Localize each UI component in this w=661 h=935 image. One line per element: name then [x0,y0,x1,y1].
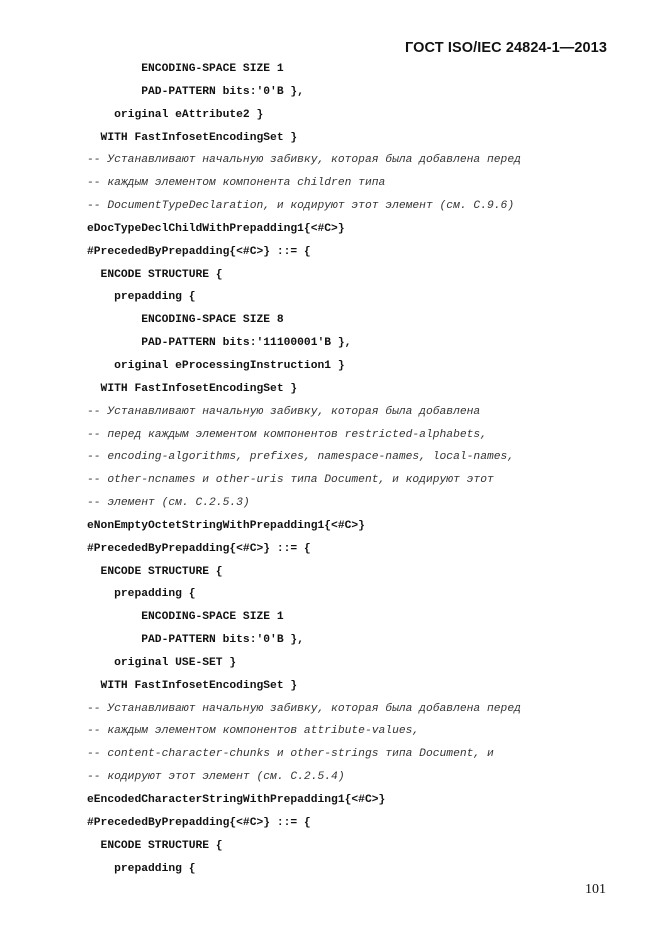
code-comment-line: -- Устанавливают начальную забивку, которая была добавлена перед [87,702,521,715]
code-line: prepadding { [87,291,196,304]
code-line: original eAttribute2 } [87,108,264,121]
code-line: PAD-PATTERN bits:'0'B }, [87,85,304,98]
code-line: eEncodedCharacterStringWithPrepadding1{<#C>} [87,794,386,806]
code-comment-line: -- каждым элементом компонентов attribute-values, [87,725,420,738]
code-comment-line: -- Устанавливают начальную забивку, которая была добавлена [87,405,481,418]
code-line: PAD-PATTERN bits:'0'B }, [87,634,304,647]
code-line: ENCODE STRUCTURE { [87,839,223,852]
code-line: #PrecededByPrepadding{<#C>} ::= { [87,542,311,555]
code-comment-line: -- content-character-chunks и other-strings типа Document, и [87,748,494,761]
code-comment-line: -- каждым элементом компонента children типа [87,177,386,190]
code-line: prepadding { [87,588,196,601]
code-listing [87,58,521,880]
code-line: #PrecededByPrepadding{<#C>} ::= { [87,245,311,258]
code-line: eDocTypeDeclChildWithPrepadding1{<#C>} [87,222,345,235]
code-line: WITH FastInfosetEncodingSet } [87,382,298,395]
document-header: ГОСТ ISO/IEC 24824-1—2013 [405,40,607,56]
code-comment-line: -- Устанавливают начальную забивку, которая была добавлена перед [87,154,521,167]
code-line: ENCODING-SPACE SIZE 8 [87,314,284,327]
code-comment-line: -- other-ncnames и other-uris типа Document, и кодируют этот [87,474,494,487]
code-comment-line: -- перед каждым элементом компонентов restricted-alphabets, [87,428,487,441]
code-line: original USE-SET } [87,656,237,669]
code-comment-line: -- элемент (см. С.2.5.3) [87,497,250,510]
code-line: PAD-PATTERN bits:'11100001'B }, [87,337,352,350]
code-line: ENCODING-SPACE SIZE 1 [87,611,284,624]
code-line: WITH FastInfosetEncodingSet } [87,679,298,692]
code-line: ENCODE STRUCTURE { [87,565,223,578]
code-comment-line: -- кодируют этот элемент (см. С.2.5.4) [87,771,345,784]
code-line: ENCODE STRUCTURE { [87,268,223,281]
code-line: ENCODING-SPACE SIZE 1 [87,63,284,75]
code-comment-line: -- DocumentTypeDeclaration, и кодируют этот элемент (см. С.9.6) [87,200,515,213]
code-comment-line: -- encoding-algorithms, prefixes, namespace-names, local-names, [87,451,515,464]
page-number: 101 [585,882,606,897]
code-line: #PrecededByPrepadding{<#C>} ::= { [87,816,311,829]
code-line: original eProcessingInstruction1 } [87,359,345,372]
code-line: prepadding { [87,862,196,875]
code-line: eNonEmptyOctetStringWithPrepadding1{<#C>} [87,519,365,532]
code-line: WITH FastInfosetEncodingSet } [87,131,298,144]
